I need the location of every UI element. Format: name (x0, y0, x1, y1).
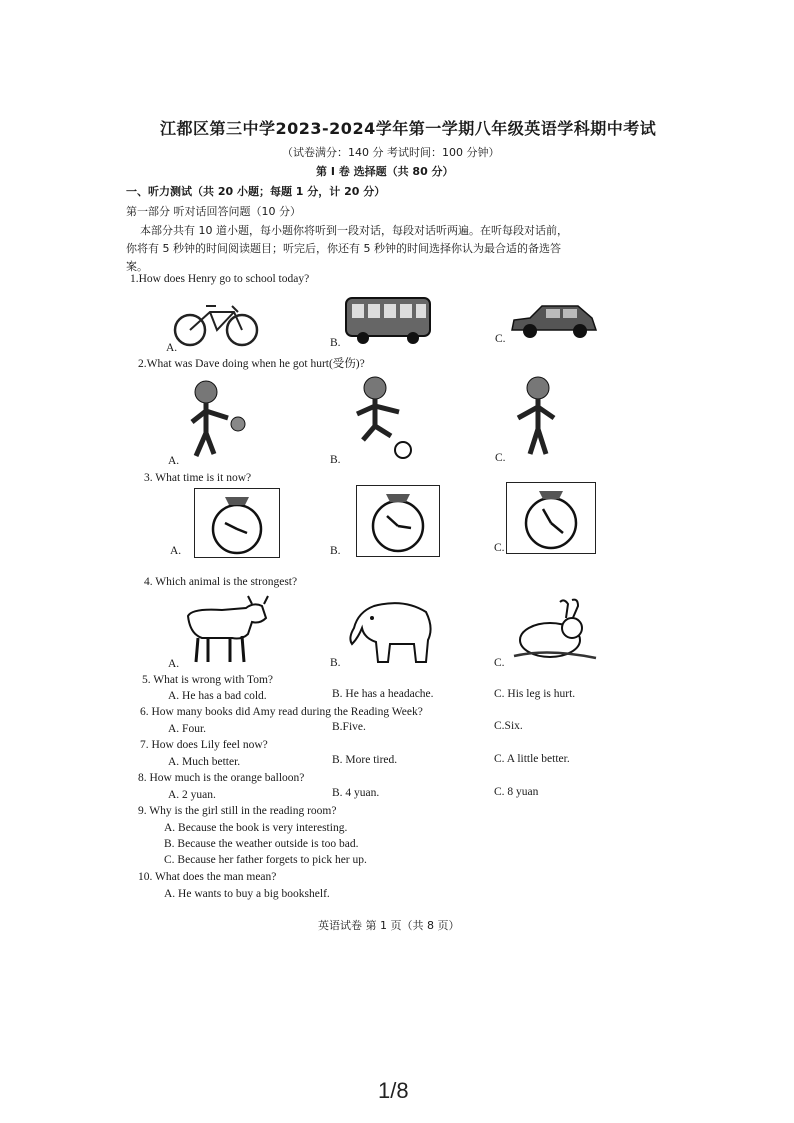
volume-heading: 第 I 卷 选择题（共 80 分） (316, 165, 454, 178)
q2-option-c: C. (495, 452, 506, 464)
question-7: 7. How does Lily feel now? (140, 739, 268, 751)
question-1: 1.How does Henry go to school today? (130, 273, 310, 285)
q5-option-a: A. He has a bad cold. (168, 690, 267, 702)
q7-option-b: B. More tired. (332, 754, 398, 766)
q5-option-b: B. He has a headache. (332, 688, 434, 700)
elephant-icon (344, 598, 436, 666)
q4-option-b: B. (330, 657, 341, 669)
instructions-line-1: 本部分共有 10 道小题，每小题你将听到一段对话，每段对话听两遍。在听每段对话前， (140, 224, 568, 237)
q3-option-b: B. (330, 545, 341, 557)
q8-option-a: A. 2 yuan. (168, 789, 216, 801)
question-9: 9. Why is the girl still in the reading room? (138, 805, 337, 817)
q9-option-b: B. Because the weather outside is too bad. (164, 838, 359, 850)
clock-frame-c (506, 482, 596, 554)
clock-icon (357, 486, 439, 556)
bus-icon (343, 295, 433, 347)
clock-frame-a (194, 488, 280, 558)
q6-option-a: A. Four. (168, 723, 207, 735)
q1-option-b: B. (330, 337, 341, 349)
clock-icon (507, 483, 595, 553)
tennis-boy-icon (508, 374, 568, 460)
basketball-boy-icon (182, 378, 252, 460)
cow-icon (182, 594, 272, 666)
q1-option-a: A. (166, 342, 178, 354)
bicycle-icon (172, 300, 260, 348)
q3-option-c: C. (494, 542, 505, 554)
car-icon (508, 300, 600, 342)
question-4: 4. Which animal is the strongest? (144, 576, 298, 588)
rabbit-icon (508, 596, 600, 664)
q4-option-c: C. (494, 657, 505, 669)
clock-frame-b (356, 485, 440, 557)
q6-option-b: B.Five. (332, 721, 366, 733)
question-2: 2.What was Dave doing when he got hurt(受伤)? (138, 358, 365, 370)
instructions-line-2: 你将有 5 秒钟的时间阅读题目；听完后，你还有 5 秒钟的时间选择你认为最合适的备选答 (126, 242, 561, 255)
q4-option-a: A. (168, 658, 180, 670)
q8-option-c: C. 8 yuan (494, 786, 539, 798)
q8-option-b: B. 4 yuan. (332, 787, 380, 799)
football-boy-icon (345, 374, 415, 460)
question-3: 3. What time is it now? (144, 472, 252, 484)
clock-icon (195, 489, 279, 557)
q9-option-c: C. Because her father forgets to pick her up. (164, 854, 367, 866)
q2-option-a: A. (168, 455, 180, 467)
question-8: 8. How much is the orange balloon? (138, 772, 305, 784)
q1-option-c: C. (495, 333, 506, 345)
exam-title: 江都区第三中学2023-2024学年第一学期八年级英语学科期中考试 (160, 119, 657, 138)
exam-subtitle: （试卷满分：140 分 考试时间：100 分钟） (282, 146, 500, 159)
part-heading: 第一部分 听对话回答问题（10 分） (126, 205, 301, 218)
section-heading: 一、听力测试（共 20 小题；每题 1 分，计 20 分） (126, 185, 386, 198)
page-indicator: 1/8 (378, 1078, 409, 1103)
q9-option-a: A. Because the book is very interesting. (164, 822, 348, 834)
q10-option-a: A. He wants to buy a big bookshelf. (164, 888, 330, 900)
page-footer: 英语试卷 第 1 页（共 8 页） (318, 919, 460, 932)
question-6: 6. How many books did Amy read during the Reading Week? (140, 706, 423, 718)
question-10: 10. What does the man mean? (138, 871, 277, 883)
q6-option-c: C.Six. (494, 720, 523, 732)
q7-option-c: C. A little better. (494, 753, 570, 765)
q5-option-c: C. His leg is hurt. (494, 688, 576, 700)
q3-option-a: A. (170, 545, 182, 557)
instructions-line-3: 案。 (126, 260, 148, 273)
q2-option-b: B. (330, 454, 341, 466)
question-5: 5. What is wrong with Tom? (142, 674, 274, 686)
q7-option-a: A. Much better. (168, 756, 241, 768)
